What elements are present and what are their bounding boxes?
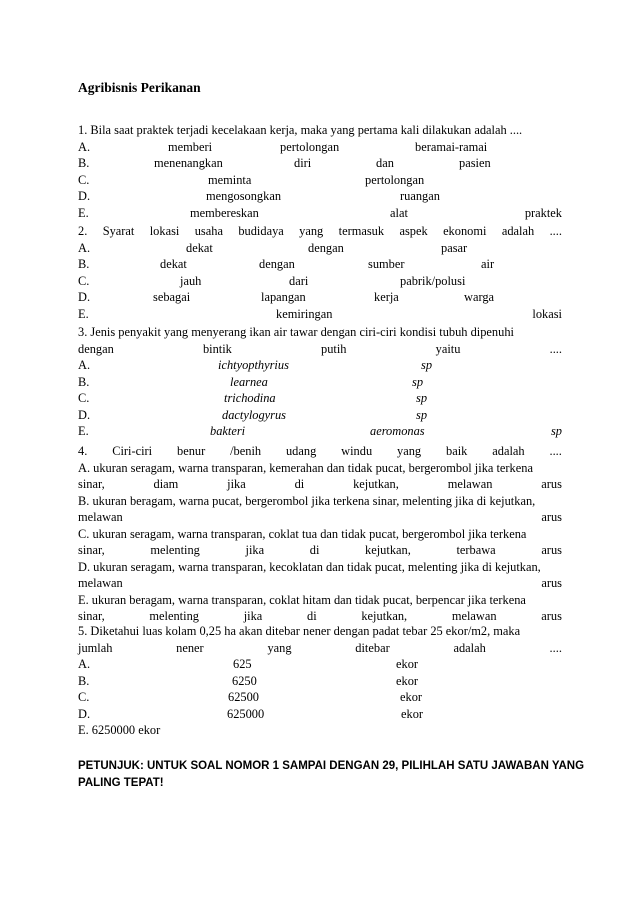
question-3-option-line bbox=[78, 423, 562, 440]
question-2-option-line-text: air bbox=[481, 257, 495, 271]
question-2-stem-line-text: 2. bbox=[78, 224, 88, 238]
question-4-option-line-text: melawan bbox=[78, 510, 123, 524]
question-4-option-line-text: arus bbox=[541, 609, 562, 623]
question-2-option-line-text: kerja bbox=[374, 290, 399, 304]
question-3-option-line-text: B. bbox=[78, 374, 90, 389]
question-2-option-line-text: dari bbox=[289, 273, 309, 288]
question-2 bbox=[78, 223, 562, 322]
question-4-option-line-text: kejutkan, bbox=[361, 609, 408, 623]
question-4-option-line-text: sinar, bbox=[78, 609, 105, 623]
question-1-stem-line bbox=[78, 122, 562, 139]
question-4-option-line bbox=[78, 460, 562, 477]
question-5-option-line-text: E. 6250000 ekor bbox=[78, 723, 161, 737]
question-4-option-line-text: arus bbox=[541, 477, 562, 491]
question-3-option-line-text: sp bbox=[412, 374, 424, 389]
question-3-stem-line-text: 3. Jenis penyakit yang menyerang ikan air tawar dengan ciri-ciri kondisi tubuh dipenuhi bbox=[78, 325, 514, 339]
question-3-option-line-text: aeromonas bbox=[370, 424, 425, 438]
question-5-stem-line-text: ditebar bbox=[355, 640, 390, 655]
question-4-option-line-text: E. ukuran beragam, warna transparan, coklat hitam dan tidak pucat, berpencar jika terkena bbox=[78, 592, 526, 607]
question-4-option-line-text: B. ukuran beragam, warna pucat, bergerombol jika terkena sinar, melenting jika di kejutkan, bbox=[78, 493, 536, 508]
question-5-option-line-text: 625000 bbox=[227, 706, 265, 721]
question-4-stem-line bbox=[78, 443, 562, 460]
question-5-option-line-text: 6250 bbox=[232, 673, 257, 688]
question-2-stem-line-text: budidaya bbox=[238, 224, 284, 238]
question-4-option-line-text: melawan bbox=[78, 576, 123, 590]
question-5-stem-line-text: nener bbox=[176, 640, 204, 655]
question-5-stem-line-text: 5. Diketahui luas kolam 0,25 ha akan ditebar nener dengan padat tebar 25 ekor/m2, maka bbox=[78, 624, 521, 638]
question-1-option-line-text: mengosongkan bbox=[206, 189, 282, 203]
question-1-option-line-text: diri bbox=[294, 156, 312, 170]
question-5-option-line-text: ekor bbox=[396, 657, 419, 671]
question-5-stem-line-text: .... bbox=[549, 640, 562, 655]
question-4-option-line bbox=[78, 509, 562, 526]
question-4-option-line-text: A. ukuran seragam, warna transparan, kemerahan dan tidak pucat, bergerombol jika terkena bbox=[78, 460, 533, 475]
question-2-stem-line-text: usaha bbox=[194, 224, 223, 238]
question-2-option-line-text: A. bbox=[78, 240, 91, 255]
question-4-option-line-text: terbawa bbox=[456, 543, 496, 557]
question-4-option-line-text: sinar, bbox=[78, 543, 105, 557]
question-2-option-line-text: B. bbox=[78, 257, 90, 271]
question-3-stem-line-text: .... bbox=[549, 341, 562, 356]
question-5-option-line-text: ekor bbox=[396, 673, 419, 688]
question-4-option-line bbox=[78, 542, 562, 559]
question-2-option-line-text: C. bbox=[78, 273, 90, 288]
question-3-option-line-text: E. bbox=[78, 424, 89, 438]
question-5-stem-line-text: jumlah bbox=[78, 640, 113, 655]
question-4-option-line-text: kejutkan, bbox=[353, 477, 399, 491]
question-1-option-line bbox=[78, 172, 562, 189]
question-3-option-line-text: bakteri bbox=[210, 424, 246, 438]
question-1-option-line-text: B. bbox=[78, 156, 90, 170]
question-1-option-line bbox=[78, 188, 562, 205]
question-2-option-line bbox=[78, 273, 562, 290]
question-1-option-line-text: praktek bbox=[524, 205, 562, 220]
question-5-stem-line-text: yang bbox=[267, 640, 292, 655]
question-4-stem-line-text: /benih bbox=[230, 444, 262, 458]
question-4-stem-line-text: udang bbox=[285, 444, 317, 458]
question-2-option-line-text: lapangan bbox=[261, 290, 306, 304]
question-1-option-line-text: meminta bbox=[208, 172, 252, 187]
question-4-option-line-text: jika bbox=[245, 543, 265, 557]
question-3-stem-line-text: bintik bbox=[202, 341, 232, 356]
question-1-option-line bbox=[78, 155, 562, 172]
question-4-option-line bbox=[78, 493, 562, 510]
question-1-option-line bbox=[78, 139, 562, 156]
question-1-option-line-text: alat bbox=[390, 205, 408, 220]
question-5-option-line-text: B. bbox=[78, 673, 90, 688]
question-4-option-line-text: diam bbox=[153, 477, 179, 491]
question-5-option-line-text: ekor bbox=[401, 706, 424, 721]
question-1-option-line-text: A. bbox=[78, 139, 91, 154]
question-2-option-line-text: D. bbox=[78, 290, 91, 304]
question-4-option-line-text: jika bbox=[227, 477, 246, 491]
question-1-option-line-text: dan bbox=[376, 156, 394, 170]
question-1 bbox=[78, 122, 562, 221]
question-3-option-line-text: sp bbox=[421, 358, 433, 372]
question-2-stem-line-text: termasuk bbox=[338, 224, 385, 238]
question-3-option-line-text: D. bbox=[78, 407, 91, 422]
question-2-option-line-text: E. bbox=[78, 306, 89, 321]
question-2-option-line-text: dekat bbox=[160, 257, 187, 271]
question-4-option-line bbox=[78, 526, 562, 543]
question-2-option-line-text: pabrik/polusi bbox=[400, 273, 466, 288]
question-4-stem-line-text: baik bbox=[446, 444, 468, 458]
question-4-option-line-text: melenting bbox=[149, 609, 199, 623]
question-4-option-line bbox=[78, 575, 562, 592]
question-4-option-line-text: melenting bbox=[150, 543, 200, 557]
question-2-option-line bbox=[78, 240, 562, 257]
question-4-stem-line-text: benur bbox=[177, 444, 206, 458]
question-3-option-line-text: learnea bbox=[230, 374, 268, 389]
question-4-option-line-text: melawan bbox=[451, 609, 497, 623]
question-2-option-line-text: sumber bbox=[368, 257, 405, 271]
question-1-option-line-text: pertolongan bbox=[365, 172, 425, 187]
question-5-option-line-text: 625 bbox=[233, 657, 252, 671]
question-5-option-line-text: C. bbox=[78, 690, 90, 704]
question-3-option-line-text: sp bbox=[416, 391, 428, 405]
question-4-option-line-text: melawan bbox=[447, 477, 493, 491]
question-5-option-line bbox=[78, 689, 562, 706]
question-4-option-line-text: jika bbox=[243, 609, 263, 623]
question-4-option-line bbox=[78, 559, 562, 576]
question-1-option-line-text: membereskan bbox=[190, 205, 259, 220]
question-3-option-line bbox=[78, 357, 562, 374]
question-2-option-line bbox=[78, 256, 562, 273]
question-2-option-line-text: dekat bbox=[186, 240, 213, 255]
instruction-line-2: PALING TEPAT! bbox=[78, 777, 164, 789]
question-4-option-line-text: D. ukuran seragam, warna transparan, kecoklatan dan tidak pucat, melenting jika di kejutkan, bbox=[78, 559, 541, 574]
question-2-stem-line-text: yang bbox=[299, 224, 324, 238]
question-2-option-line-text: dengan bbox=[308, 240, 344, 255]
question-5-option-line bbox=[78, 706, 562, 723]
question-3-stem-line bbox=[78, 324, 562, 341]
question-5-option-line-text: 62500 bbox=[228, 690, 259, 704]
instruction-note bbox=[78, 758, 585, 792]
question-4-option-line bbox=[78, 592, 562, 609]
question-1-option-line-text: beramai-ramai bbox=[415, 139, 488, 154]
question-3-stem-line bbox=[78, 341, 562, 358]
question-3-option-line-text: C. bbox=[78, 391, 90, 405]
question-3-option-line-text: ichtyopthyrius bbox=[218, 358, 289, 372]
question-2-stem-line-text: aspek bbox=[399, 224, 428, 238]
question-5-stem-line-text: adalah bbox=[453, 640, 486, 655]
question-3-option-line bbox=[78, 374, 562, 391]
question-4 bbox=[78, 443, 562, 625]
question-2-option-line-text: lokasi bbox=[532, 306, 562, 321]
question-3-option-line-text: sp bbox=[550, 424, 562, 438]
question-2-option-line-text: sebagai bbox=[153, 290, 191, 304]
instruction-line-1: PETUNJUK: UNTUK SOAL NOMOR 1 SAMPAI DENGAN 29, PILIHLAH SATU JAWABAN YANG bbox=[78, 760, 585, 772]
question-4-option-line-text: di bbox=[294, 477, 305, 491]
question-1-option-line-text: memberi bbox=[168, 139, 213, 154]
question-3-option-line bbox=[78, 407, 562, 424]
question-4-option-line-text: kejutkan, bbox=[365, 543, 411, 557]
question-5-option-line bbox=[78, 656, 562, 673]
question-3-option-line-text: sp bbox=[416, 407, 428, 422]
question-5-option-line-text: D. bbox=[78, 706, 91, 721]
question-2-stem-line-text: ekonomi bbox=[443, 224, 487, 238]
question-4-option-line-text: di bbox=[309, 543, 320, 557]
question-5-option-line-text: ekor bbox=[400, 690, 423, 704]
question-2-option-line-text: kemiringan bbox=[276, 306, 333, 321]
question-4-option-line-text: C. ukuran seragam, warna transparan, coklat tua dan tidak pucat, bergerombol jika terkena bbox=[78, 526, 527, 541]
question-3-stem-line-text: dengan bbox=[78, 341, 114, 356]
question-3-option-line-text: trichodina bbox=[224, 391, 276, 405]
question-3-option-line bbox=[78, 390, 562, 407]
question-2-stem-line-text: Syarat bbox=[102, 224, 135, 238]
question-5-stem-line bbox=[78, 623, 562, 640]
question-5-stem-line bbox=[78, 640, 562, 657]
question-2-stem-line-text: lokasi bbox=[149, 224, 180, 238]
question-1-option-line-text: pertolongan bbox=[280, 139, 340, 154]
question-4-stem-line-text: Ciri-ciri bbox=[112, 444, 153, 458]
question-2-option-line-text: dengan bbox=[259, 257, 295, 271]
question-4-stem-line-text: 4. bbox=[78, 444, 88, 458]
question-4-stem-line-text: adalah bbox=[492, 444, 525, 458]
question-4-option-line-text: arus bbox=[541, 543, 562, 557]
question-3 bbox=[78, 324, 562, 440]
question-4-option-line-text: di bbox=[307, 609, 317, 623]
question-2-option-line bbox=[78, 289, 562, 306]
question-1-option-line-text: pasien bbox=[459, 156, 491, 170]
question-1-option-line-text: menenangkan bbox=[154, 156, 223, 170]
question-4-stem-line-text: windu bbox=[341, 444, 373, 458]
question-1-option-line-text: ruangan bbox=[400, 189, 440, 203]
question-5-option-line-text: A. bbox=[78, 657, 91, 671]
page-title: Agribisnis Perikanan bbox=[78, 80, 201, 95]
question-2-option-line-text: pasar bbox=[441, 240, 468, 255]
question-5-option-line bbox=[78, 722, 562, 739]
question-1-stem-line-text: 1. Bila saat praktek terjadi kecelakaan kerja, maka yang pertama kali dilakukan adalah .... bbox=[78, 123, 523, 137]
question-2-option-line bbox=[78, 306, 562, 323]
question-3-option-line-text: dactylogyrus bbox=[222, 407, 287, 422]
question-4-option-line-text: arus bbox=[541, 510, 562, 524]
question-3-stem-line-text: yaitu bbox=[435, 341, 461, 356]
question-3-stem-line-text: putih bbox=[321, 341, 347, 356]
question-4-option-line-text: arus bbox=[541, 576, 562, 590]
question-2-stem-line-text: adalah bbox=[501, 224, 535, 238]
question-4-stem-line-text: yang bbox=[397, 444, 422, 458]
question-4-option-line bbox=[78, 476, 562, 493]
question-2-option-line-text: jauh bbox=[180, 273, 202, 288]
question-1-option-line bbox=[78, 205, 562, 222]
question-2-stem-line-text: .... bbox=[549, 224, 562, 238]
question-4-option-line-text: sinar, bbox=[78, 477, 105, 491]
question-2-option-line-text: warga bbox=[464, 290, 495, 304]
question-1-option-line-text: E. bbox=[78, 205, 89, 220]
question-3-option-line-text: A. bbox=[78, 358, 91, 372]
question-4-stem-line-text: .... bbox=[549, 444, 562, 458]
question-1-option-line-text: D. bbox=[78, 189, 91, 203]
question-2-stem-line bbox=[78, 223, 562, 240]
question-1-option-line-text: C. bbox=[78, 172, 90, 187]
question-5-option-line bbox=[78, 673, 562, 690]
question-5 bbox=[78, 623, 562, 739]
